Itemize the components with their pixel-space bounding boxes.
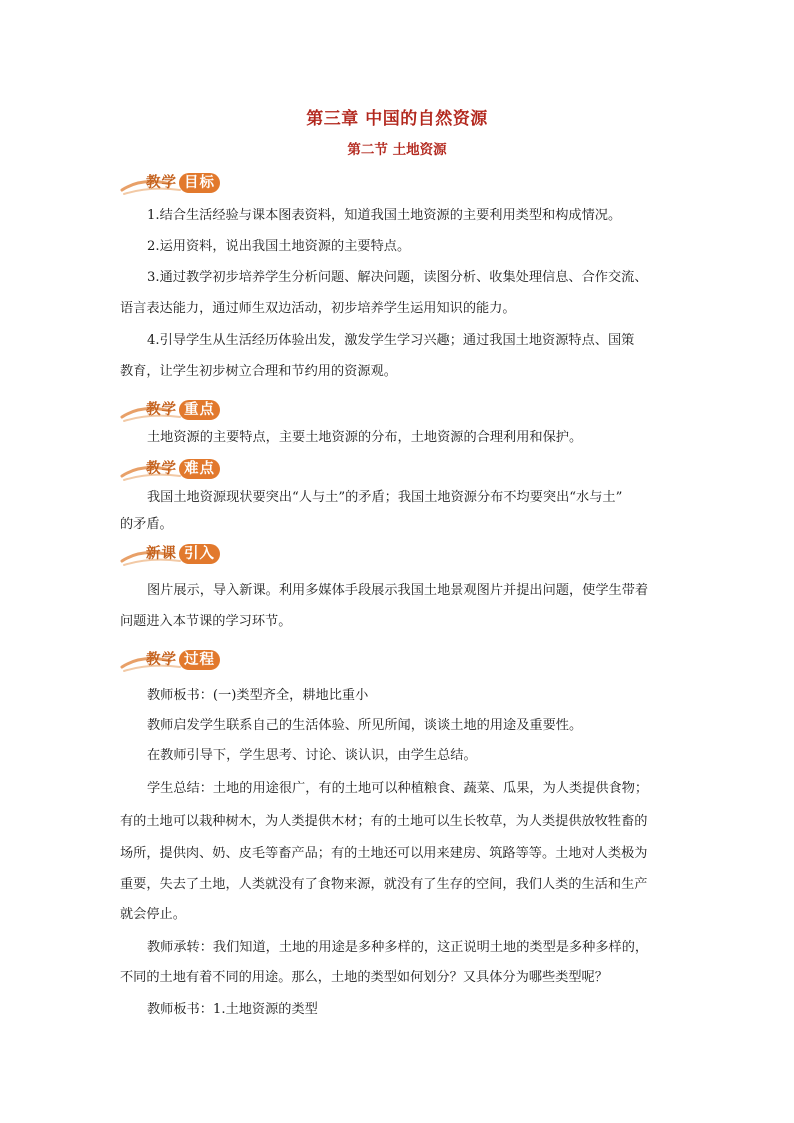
- paragraph-line: 有的土地可以栽种树木，为人类提供木材；有的土地可以生长牧草，为人类提供放牧牲畜的: [120, 814, 648, 829]
- header-label-badge: 过程: [179, 650, 220, 670]
- paragraph-line: 的矛盾。: [120, 517, 173, 532]
- section-header-goals: [120, 168, 270, 198]
- paragraph-line: 就会停止。: [120, 907, 186, 922]
- header-label-badge: 引入: [179, 544, 220, 564]
- paragraph-line: 3.通过教学初步培养学生分析问题、解决问题，读图分析、收集处理信息、合作交流、: [147, 270, 648, 285]
- paragraph-line: 教师承转：我们知道，土地的用途是多种多样的，这正说明土地的类型是多种多样的，: [147, 940, 649, 955]
- header-label-plain: 教学: [146, 651, 177, 668]
- section-header-process: [120, 645, 270, 675]
- section-header-intro: [120, 539, 270, 569]
- paragraph-line: 我国土地资源现状要突出“人与土”的矛盾；我国土地资源分布不均要突出“水与土”: [147, 490, 623, 505]
- paragraph-line: 语言表达能力，通过师生双边活动，初步培养学生运用知识的能力。: [120, 301, 516, 316]
- header-label-plain: 教学: [146, 401, 177, 418]
- paragraph-line: 1.结合生活经验与课本图表资料，知道我国土地资源的主要利用类型和构成情况。: [147, 208, 622, 223]
- paragraph-line: 不同的土地有着不同的用途。那么，土地的类型如何划分？又具体分为哪些类型呢？: [120, 970, 608, 985]
- paragraph-line: 教师板书：1.土地资源的类型: [147, 1002, 318, 1017]
- paragraph-line: 土地资源的主要特点，主要土地资源的分布，土地资源的合理利用和保护。: [147, 430, 583, 445]
- header-label-badge: 重点: [179, 400, 220, 420]
- chapter-title: 第三章 中国的自然资源: [306, 109, 488, 129]
- header-label-badge: 难点: [179, 459, 220, 479]
- header-label-plain: 新课: [146, 545, 177, 562]
- paragraph-line: 4.引导学生从生活经历体验出发，激发学生学习兴趣；通过我国土地资源特点、国策: [147, 333, 635, 348]
- header-label-plain: 教学: [146, 460, 177, 477]
- paragraph-line: 图片展示，导入新课。利用多媒体手段展示我国土地景观图片并提出问题，使学生带着: [147, 583, 649, 598]
- paragraph-line: 场所，提供肉、奶、皮毛等畜产品；有的土地还可以用来建房、筑路等等。土地对人类极为: [120, 846, 648, 861]
- section-header-focus: [120, 395, 270, 425]
- paragraph-line: 教师启发学生联系自己的生活体验、所见所闻，谈谈土地的用途及重要性。: [147, 718, 583, 733]
- paragraph-line: 重要，失去了土地，人类就没有了食物来源，就没有了生存的空间，我们人类的生活和生产: [120, 877, 648, 892]
- section-header-difficulty: [120, 454, 270, 484]
- paragraph-line: 问题进入本节课的学习环节。: [120, 614, 292, 629]
- paragraph-line: 教育，让学生初步树立合理和节约用的资源观。: [120, 364, 397, 379]
- paragraph-line: 教师板书：(一)类型齐全，耕地比重小: [147, 688, 369, 703]
- section-title: 第二节 土地资源: [347, 142, 447, 158]
- header-label-plain: 教学: [146, 174, 177, 191]
- paragraph-line: 在教师引导下，学生思考、讨论、谈认识，由学生总结。: [147, 748, 477, 763]
- paragraph-line: 学生总结：土地的用途很广，有的土地可以种植粮食、蔬菜、瓜果，为人类提供食物；: [147, 781, 649, 796]
- paragraph-line: 2.运用资料，说出我国土地资源的主要特点。: [147, 239, 411, 254]
- header-label-badge: 目标: [179, 173, 220, 193]
